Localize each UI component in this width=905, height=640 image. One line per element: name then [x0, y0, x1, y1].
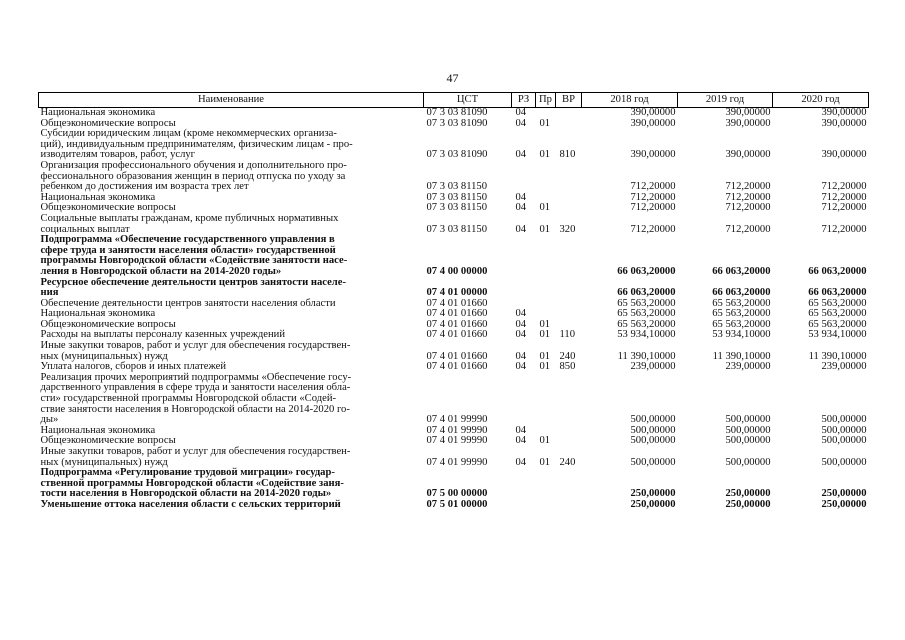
cell-vr [556, 108, 582, 119]
cell-2019: 712,20000 [725, 202, 771, 214]
cell-2020: 500,00000 [821, 414, 867, 426]
header-cst: ЦСТ [424, 93, 512, 108]
cell-2019: 66 063,20000 [712, 265, 771, 277]
cell-2020: 712,20000 [821, 181, 867, 193]
cell-2020: 53 934,10000 [808, 329, 867, 341]
cell-cst: 07 4 01 99990 [426, 456, 488, 468]
cell-vr [556, 500, 582, 511]
cell-2020: 500,00000 [821, 424, 867, 436]
cell-2020: 390,00000 [821, 149, 867, 161]
cell-2018: 66 063,20000 [617, 265, 676, 277]
cell-vr [556, 299, 582, 310]
cell-cst: 07 3 03 81150 [426, 191, 488, 203]
cell-2018: 712,20000 [630, 181, 676, 193]
cell-name: Реализация прочих мероприятий подпрограммы «Обеспечение госу- дарственного управления в сфере труда и занятости населения обла- сти» государственной программы Новгородской области «Содей- ствие занятости населения в Новгородской области на 2014-2020 го- ды» [40, 371, 352, 426]
cell-2018: 65 563,20000 [617, 297, 676, 309]
cell-pr [536, 468, 556, 500]
cell-2019: 65 563,20000 [712, 318, 771, 330]
cell-vr: 850 [559, 361, 576, 373]
cell-rz: 04 [515, 191, 527, 203]
table-row [39, 278, 869, 299]
cell-rz: 04 [515, 149, 527, 161]
cell-name: Общеэкономические вопросы [40, 318, 176, 330]
header-rz: РЗ [512, 93, 536, 108]
cell-rz: 04 [515, 456, 527, 468]
cell-pr [536, 161, 556, 193]
cell-2019: 66 063,20000 [712, 287, 771, 299]
cell-vr [556, 193, 582, 204]
cell-2018: 250,00000 [630, 498, 676, 510]
cell-2020: 500,00000 [821, 456, 867, 468]
cell-cst: 07 4 01 99990 [426, 414, 488, 426]
cell-cst: 07 3 03 81150 [426, 181, 488, 193]
header-2018: 2018 год [582, 93, 678, 108]
table-row [39, 500, 869, 511]
cell-vr [556, 278, 582, 299]
cell-pr [536, 235, 556, 277]
cell-2020: 66 063,20000 [808, 265, 867, 277]
cell-vr [556, 161, 582, 193]
cell-2019: 390,00000 [725, 107, 771, 118]
cell-2018: 712,20000 [630, 191, 676, 203]
cell-name: Расходы на выплаты персоналу казенных учреждений [40, 329, 285, 341]
cell-name: Субсидии юридическим лицам (кроме некоммерческих организа- ций), индивидуальным предпринимателям, физическим лицам - про- изводителям товаров, работ, услуг [40, 128, 353, 161]
cell-cst: 07 4 01 00000 [426, 287, 488, 299]
table-row [39, 468, 869, 500]
cell-2019: 500,00000 [725, 414, 771, 426]
cell-2019: 500,00000 [725, 435, 771, 447]
cell-2019: 712,20000 [725, 181, 771, 193]
cell-2018: 239,00000 [630, 361, 676, 373]
table-row [39, 129, 869, 161]
cell-rz [512, 278, 536, 299]
cell-cst: 07 3 03 81150 [426, 202, 488, 214]
cell-pr: 01 [539, 202, 551, 214]
cell-2019: 712,20000 [725, 191, 771, 203]
cell-cst: 07 4 01 01660 [426, 297, 488, 309]
header-vr: ВР [556, 93, 582, 108]
cell-vr: 320 [559, 223, 576, 235]
cell-2019: 53 934,10000 [712, 329, 771, 341]
cell-name: Уплата налогов, сборов и иных платежей [40, 361, 227, 373]
cell-2019: 712,20000 [725, 223, 771, 235]
cell-2020: 11 390,10000 [808, 350, 867, 362]
cell-rz [512, 468, 536, 500]
cell-2019: 65 563,20000 [712, 297, 771, 309]
cell-vr [556, 235, 582, 277]
cell-cst: 07 4 01 01660 [426, 318, 488, 330]
cell-vr: 810 [559, 149, 576, 161]
cell-cst: 07 3 03 81150 [426, 223, 488, 235]
cell-2020: 239,00000 [821, 361, 867, 373]
cell-2018: 390,00000 [630, 107, 676, 118]
table-row [39, 373, 869, 426]
cell-2020: 250,00000 [821, 498, 867, 510]
cell-2019: 500,00000 [725, 456, 771, 468]
cell-rz: 04 [515, 318, 527, 330]
cell-vr: 110 [559, 329, 575, 341]
cell-2019: 390,00000 [725, 149, 771, 161]
header-name: Наименование [39, 93, 424, 108]
cell-name: Обеспечение деятельности центров занятости населения области [40, 297, 336, 309]
cell-2019: 500,00000 [725, 424, 771, 436]
cell-rz: 04 [515, 117, 527, 129]
cell-2020: 390,00000 [821, 107, 867, 118]
cell-vr [556, 309, 582, 320]
cell-pr: 01 [539, 361, 551, 373]
cell-cst: 07 4 01 01660 [426, 308, 488, 320]
cell-2018: 500,00000 [630, 435, 676, 447]
cell-name: Подпрограмма «Регулирование трудовой миграции» государ- ственной программы Новгородской области «Содействие заня- тости населения в Новгородской области на 2014-2020 годы» [40, 467, 344, 500]
cell-2020: 712,20000 [821, 223, 867, 235]
cell-2020: 712,20000 [821, 191, 867, 203]
cell-2019: 239,00000 [725, 361, 771, 373]
cell-cst: 07 4 01 01660 [426, 329, 488, 341]
cell-name: Социальные выплаты гражданам, кроме публичных нормативных социальных выплат [40, 212, 339, 235]
table-row [39, 341, 869, 362]
cell-pr [536, 108, 556, 119]
cell-name: Общеэкономические вопросы [40, 435, 176, 447]
cell-name: Ресурсное обеспечение деятельности центров занятости населе- ния [40, 276, 346, 299]
cell-rz [512, 161, 536, 193]
cell-2019: 250,00000 [725, 498, 771, 510]
cell-pr: 01 [539, 223, 551, 235]
cell-cst: 07 5 00 00000 [426, 488, 488, 500]
cell-name: Национальная экономика [40, 107, 156, 118]
cell-2020: 65 563,20000 [808, 297, 867, 309]
cell-cst: 07 3 03 81090 [426, 149, 488, 161]
budget-table [38, 92, 869, 511]
cell-name: Общеэкономические вопросы [40, 117, 176, 129]
table-row [39, 214, 869, 235]
cell-2020: 65 563,20000 [808, 318, 867, 330]
cell-2018: 500,00000 [630, 414, 676, 426]
cell-name: Подпрограмма «Обеспечение государственного управления в сфере труда и занятости населения области» государственной программы Новгородской области «Содействие занятости насе- ления в Новгородской области на 2014-2020 годы» [40, 234, 348, 277]
table-row [39, 108, 869, 119]
cell-2020: 66 063,20000 [808, 287, 867, 299]
cell-2018: 65 563,20000 [617, 318, 676, 330]
cell-2020: 500,00000 [821, 435, 867, 447]
cell-pr: 01 [539, 350, 551, 362]
cell-rz: 04 [515, 107, 527, 118]
cell-rz: 04 [515, 350, 527, 362]
cell-2018: 250,00000 [630, 488, 676, 500]
cell-name: Организация профессионального обучения и дополнительного про- фессионального образования женщин в период отпуска по уходу за ребенком до достижения им возраста трех лет [40, 159, 347, 193]
cell-cst: 07 4 01 99990 [426, 435, 488, 447]
cell-pr: 01 [539, 456, 551, 468]
cell-pr [536, 500, 556, 511]
cell-rz [512, 373, 536, 426]
cell-vr [556, 203, 582, 214]
cell-pr [536, 299, 556, 310]
cell-vr [556, 468, 582, 500]
cell-cst: 07 4 01 01660 [426, 350, 488, 362]
cell-cst: 07 3 03 81090 [426, 107, 488, 118]
cell-vr [556, 436, 582, 447]
cell-pr: 01 [539, 318, 551, 330]
cell-2020: 250,00000 [821, 488, 867, 500]
cell-pr [536, 278, 556, 299]
cell-rz: 04 [515, 424, 527, 436]
cell-pr [536, 373, 556, 426]
cell-pr: 01 [539, 435, 551, 447]
header-2019: 2019 год [678, 93, 773, 108]
cell-vr [556, 426, 582, 437]
cell-rz [512, 500, 536, 511]
cell-cst: 07 5 01 00000 [426, 498, 488, 510]
cell-2018: 390,00000 [630, 117, 676, 129]
cell-cst: 07 3 03 81090 [426, 117, 488, 129]
cell-2018: 712,20000 [630, 202, 676, 214]
cell-2020: 65 563,20000 [808, 308, 867, 320]
cell-rz: 04 [515, 361, 527, 373]
cell-cst: 07 4 01 01660 [426, 361, 488, 373]
cell-name: Национальная экономика [40, 308, 156, 320]
cell-pr: 01 [539, 329, 551, 341]
cell-rz: 04 [515, 308, 527, 320]
header-pr: Пр [536, 93, 556, 108]
cell-name: Национальная экономика [40, 424, 156, 436]
cell-2018: 712,20000 [630, 223, 676, 235]
cell-name: Иные закупки товаров, работ и услуг для обеспечения государствен- ных (муниципальных) нужд [40, 340, 351, 362]
cell-cst: 07 4 01 99990 [426, 424, 488, 436]
cell-2019: 390,00000 [725, 117, 771, 129]
cell-pr: 01 [539, 149, 551, 161]
cell-name: Национальная экономика [40, 191, 156, 203]
table-header-row [39, 93, 869, 108]
cell-vr: 240 [559, 456, 576, 468]
table-row [39, 447, 869, 468]
cell-pr: 01 [539, 117, 551, 129]
cell-rz: 04 [515, 202, 527, 214]
table-row [39, 161, 869, 193]
cell-2018: 11 390,10000 [617, 350, 676, 362]
cell-2019: 11 390,10000 [712, 350, 771, 362]
cell-name: Иные закупки товаров, работ и услуг для обеспечения государствен- ных (муниципальных) нужд [40, 446, 351, 468]
cell-2019: 65 563,20000 [712, 308, 771, 320]
cell-2019: 250,00000 [725, 488, 771, 500]
cell-rz [512, 235, 536, 277]
cell-2018: 390,00000 [630, 149, 676, 161]
cell-vr [556, 373, 582, 426]
table-body [39, 108, 869, 511]
cell-rz: 04 [515, 223, 527, 235]
cell-2018: 66 063,20000 [617, 287, 676, 299]
cell-rz: 04 [515, 435, 527, 447]
cell-2020: 712,20000 [821, 202, 867, 214]
cell-vr [556, 119, 582, 130]
cell-name: Общеэкономические вопросы [40, 202, 176, 214]
cell-vr: 240 [559, 350, 576, 362]
cell-2018: 65 563,20000 [617, 308, 676, 320]
page-number: 47 [446, 71, 459, 85]
cell-name: Уменьшение оттока населения области с сельских территорий [40, 498, 341, 510]
table-row [39, 235, 869, 277]
cell-2018: 500,00000 [630, 424, 676, 436]
cell-cst: 07 4 00 00000 [426, 265, 488, 277]
cell-2018: 53 934,10000 [617, 329, 676, 341]
cell-2018: 500,00000 [630, 456, 676, 468]
cell-2020: 390,00000 [821, 117, 867, 129]
cell-rz: 04 [515, 329, 527, 341]
header-2020: 2020 год [773, 93, 869, 108]
